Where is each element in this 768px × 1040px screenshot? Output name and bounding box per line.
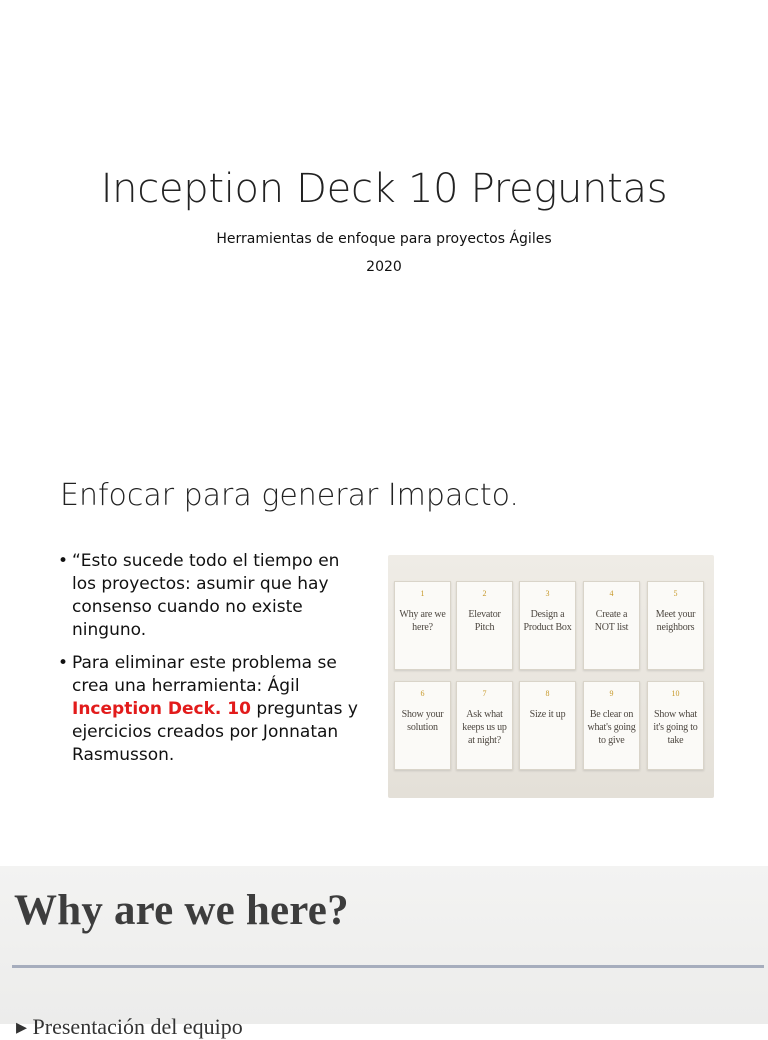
deck-card: [456, 581, 513, 670]
card-label: Design a Product Box: [523, 609, 572, 633]
deck-card: [394, 681, 451, 770]
bullet-list: [58, 550, 368, 777]
deck-card: [394, 581, 451, 670]
highlight-text: Inception Deck. 10: [72, 699, 251, 719]
card-label: Show what it's going to take: [653, 709, 698, 746]
inception-deck-cards-image: [388, 555, 714, 798]
card-label: Ask what keeps us up at night?: [462, 709, 507, 746]
card-number: 2: [482, 589, 487, 598]
card-number: 4: [609, 589, 614, 598]
slide-year: 2020: [366, 259, 402, 275]
card-label: Create a NOT list: [594, 609, 629, 633]
deck-card: [647, 581, 704, 670]
card-number: 10: [671, 689, 680, 698]
bullet-text: Para eliminar este problema se crea una herramienta: Ágil: [72, 653, 337, 696]
deck-card: [519, 581, 576, 670]
card-number: 5: [673, 589, 678, 598]
bullet-item: • “Esto sucede todo el tiempo en los proyectos: asumir que hay consenso cuando no existe ninguno.: [58, 550, 368, 642]
title-slide: [0, 0, 768, 430]
divider: [12, 965, 764, 968]
impact-slide: [0, 430, 768, 862]
card-number: 3: [545, 589, 550, 598]
card-label: Show your solution: [401, 709, 444, 733]
card-label: Meet your neighbors: [655, 609, 696, 633]
card-label: Elevator Pitch: [468, 609, 501, 633]
card-label: Be clear on what's going to give: [587, 709, 636, 746]
card-number: 6: [420, 689, 425, 698]
card-label: Size it up: [529, 709, 566, 720]
card-number: 8: [545, 689, 550, 698]
slide-heading: Why are we here?: [14, 887, 349, 934]
slide-heading: Enfocar para generar Impacto.: [60, 478, 519, 513]
card-number: 7: [482, 689, 487, 698]
deck-card: [456, 681, 513, 770]
bullet-text: preguntas y ejercicios creados por Jonnatan Rasmusson.: [72, 699, 358, 765]
deck-card: [647, 681, 704, 770]
card-number: 1: [420, 589, 425, 598]
why-slide: [0, 866, 768, 1039]
slide-subtitle: Herramientas de enfoque para proyectos Ágiles: [216, 231, 552, 247]
slide-title: Inception Deck 10 Preguntas: [100, 166, 668, 212]
deck-card: [583, 681, 640, 770]
bullet-item: [58, 652, 368, 767]
bullet-item: ▸ Presentación del equipo: [16, 1014, 243, 1039]
deck-card: [519, 681, 576, 770]
card-label: Why are we here?: [399, 609, 446, 633]
deck-card: [583, 581, 640, 670]
card-number: 9: [609, 689, 614, 698]
